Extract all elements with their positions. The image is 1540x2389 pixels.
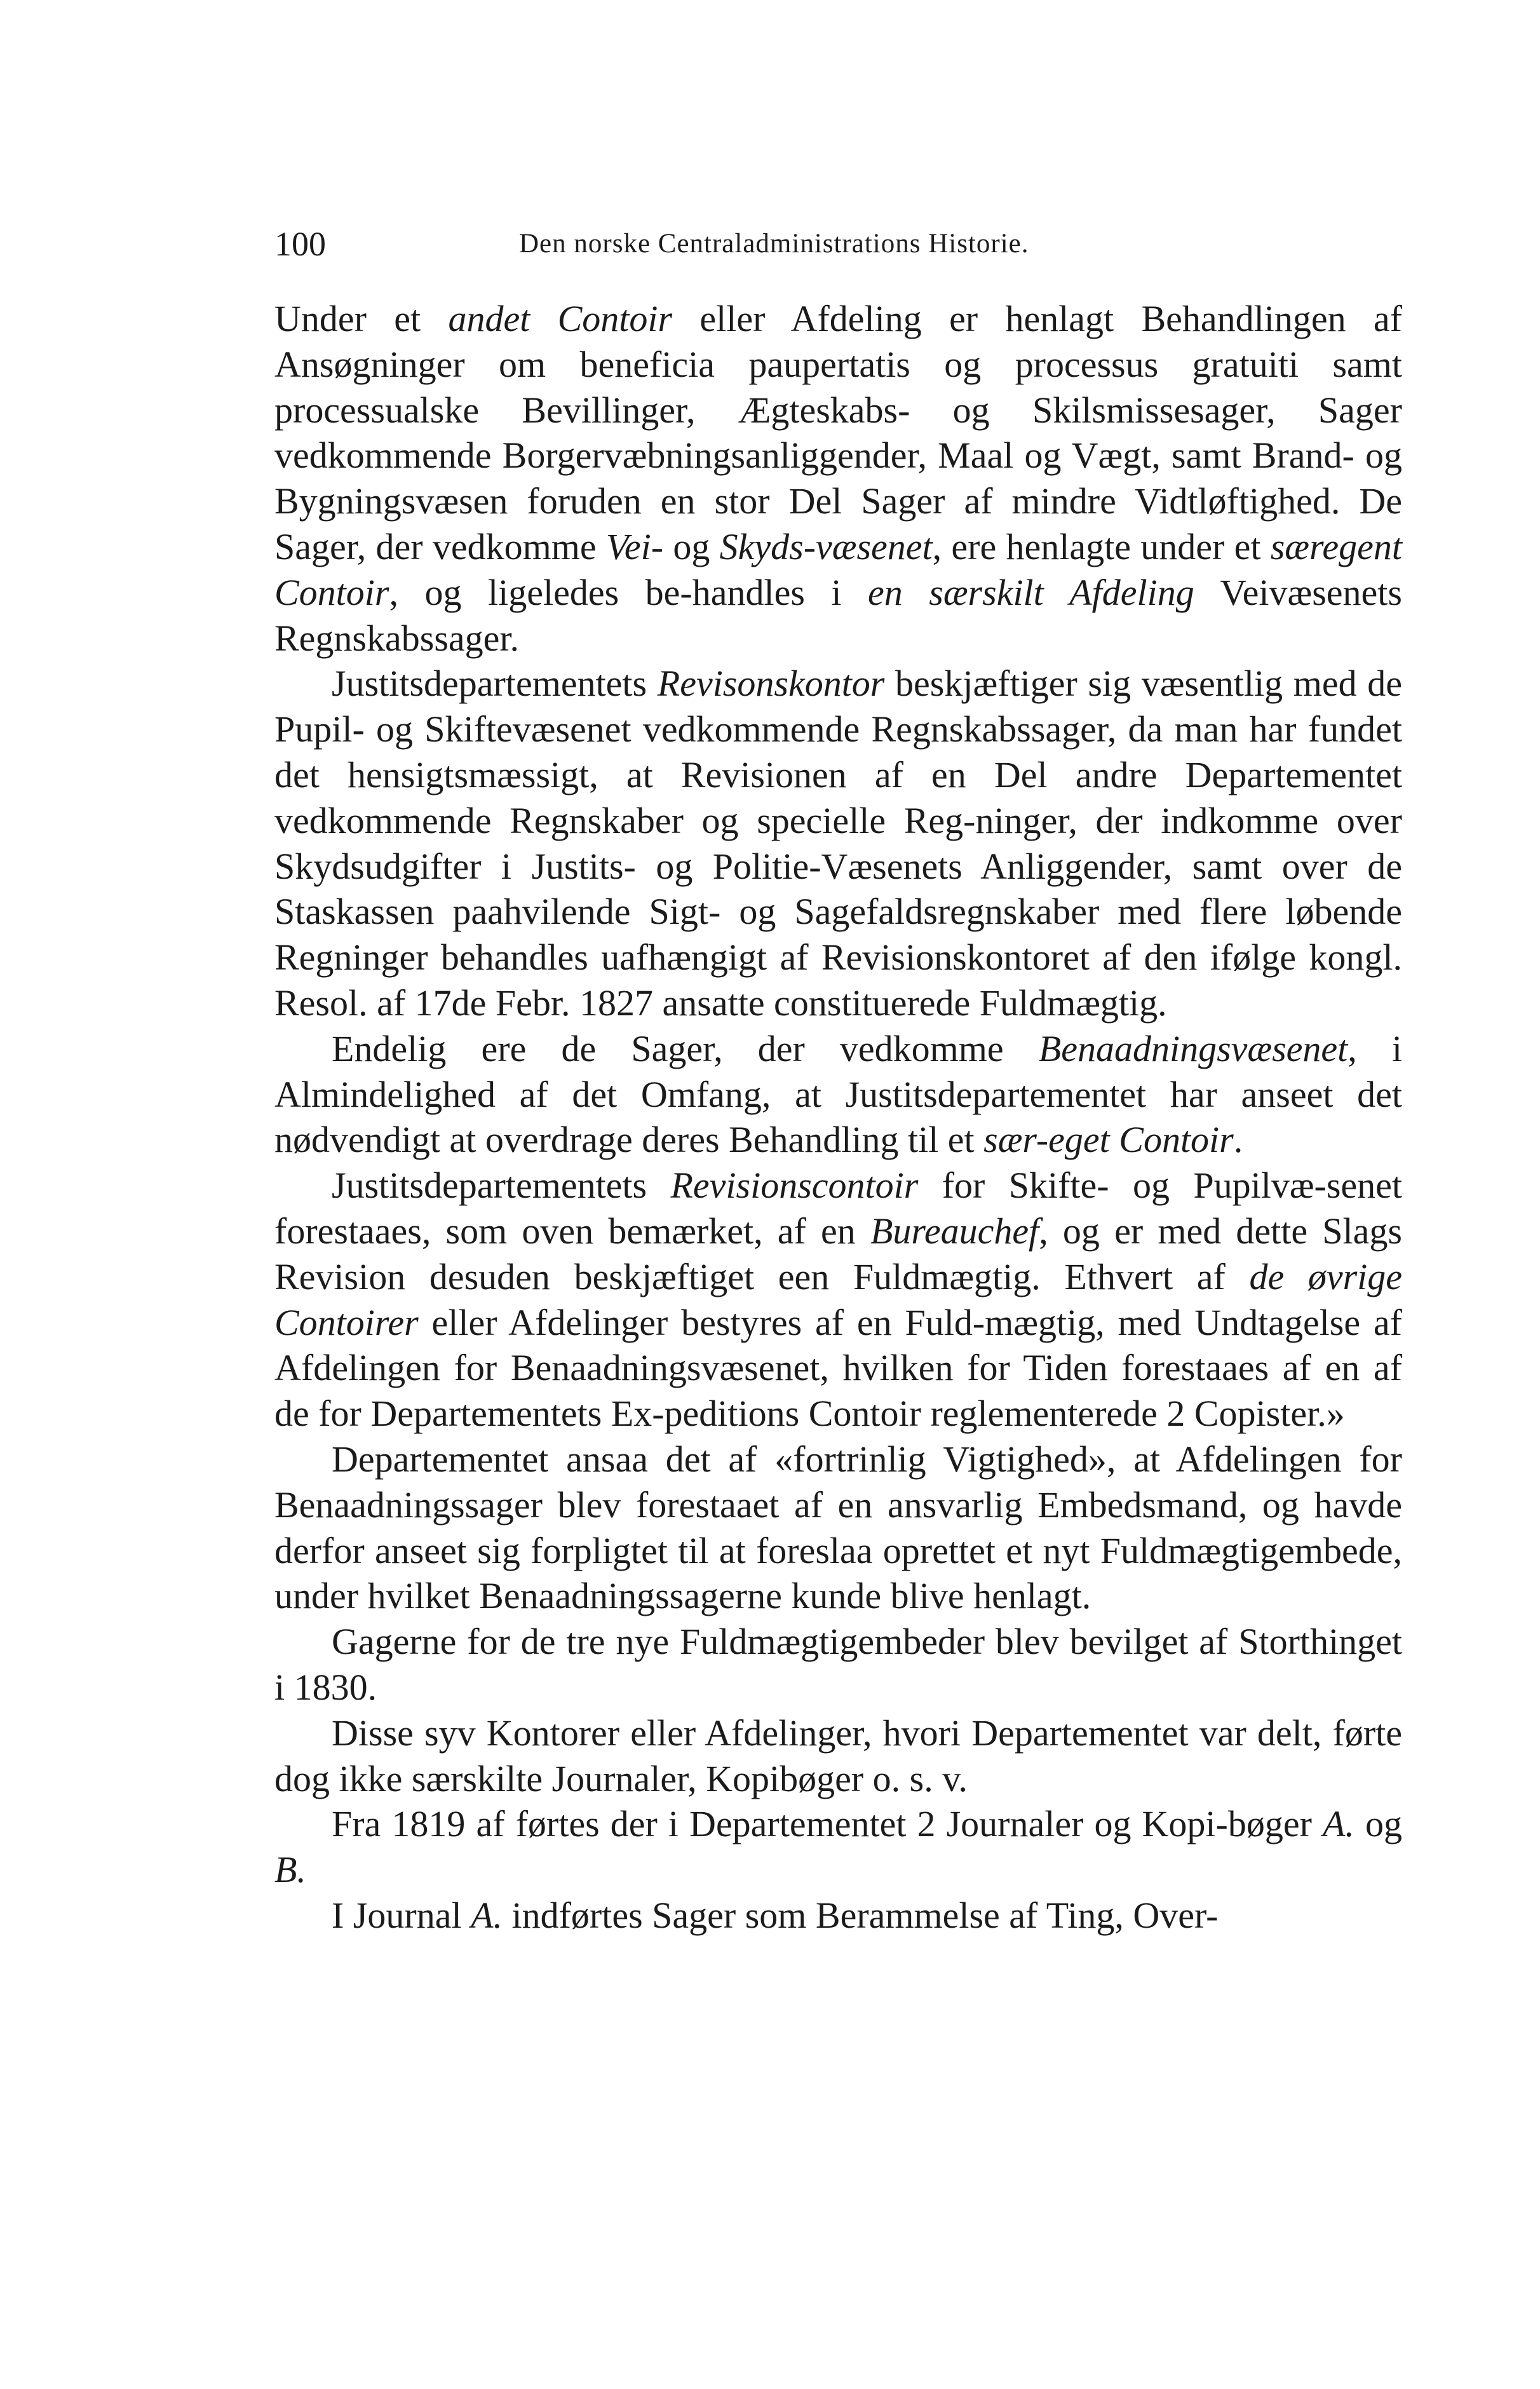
- paragraph: [274, 1893, 1402, 1939]
- italic-text-run: en særskilt Afdeling: [868, 571, 1194, 613]
- italic-text-run: A.: [1322, 1803, 1354, 1845]
- text-run: eller Afdelinger bestyres af en Fuld-mægtig, med Undtagelse af Afdelingen for Benaadningsvæsenet, hvilken for Tiden forestaaes af en af de for Departementets Ex-peditions Contoir reglementerede 2 Copister.»: [274, 1301, 1402, 1435]
- text-run: Disse syv Kontorer eller Afdelinger, hvori Departementet var delt, førte dog ikke særskilte Journaler, Kopibøger o. s. v.: [274, 1712, 1402, 1799]
- text-run: beskjæftiger sig væsentlig med de Pupil- og Skiftevæsenet vedkommende Regnskabssager, da man har fundet det hensigtsmæssigt, at Revisionen af en Del andre Departementet vedkommende Regnskaber og specielle Reg-ninger, der indkomme over Skydsudgifter i Justits- og Politie-Væsenets Anliggender, samt over de Staskassen paahvilende Sigt- og Sagefaldsregnskaber med flere løbende Regninger behandles uafhængigt af Revisionskontoret af den ifølge kongl. Resol. af 17de Febr. 1827 ansatte constituerede Fuldmægtig.: [274, 663, 1403, 1024]
- body-text: [274, 296, 1402, 1939]
- paragraph: [274, 1710, 1402, 1802]
- text-run: Endelig ere de Sager, der vedkomme: [332, 1027, 1039, 1069]
- italic-text-run: Skyds-væsenet: [719, 525, 933, 567]
- italic-text-run: Vei-: [605, 525, 673, 567]
- text-run: Veivæsenets Regnskabssager.: [274, 571, 1402, 659]
- paragraph: [274, 1801, 1402, 1893]
- paragraph: [274, 1437, 1402, 1619]
- text-run: indførtes Sager som Berammelse af Ting, Over-: [503, 1894, 1219, 1936]
- italic-text-run: særegent Contoir: [274, 525, 1403, 613]
- paragraph: [274, 1619, 1402, 1710]
- page-number: 100: [274, 225, 326, 263]
- italic-text-run: de øvrige Contoirer: [274, 1255, 1402, 1343]
- text-run: , i Almindelighed af det Omfang, at Justitsdepartementet har anseet det nødvendigt at overdrage deres Behandling til et: [274, 1027, 1403, 1161]
- italic-text-run: A.: [471, 1894, 503, 1936]
- text-run: .: [1233, 1119, 1243, 1161]
- italic-text-run: Revisionscontoir: [670, 1165, 919, 1207]
- paragraph: [274, 1026, 1402, 1163]
- italic-text-run: Benaadningsvæsenet: [1038, 1027, 1348, 1069]
- text-run: eller Afdeling er henlagt Behandlingen af Ansøgninger om beneficia paupertatis og processus gratuiti samt processualske Bevillinger, Ægteskabs- og Skilsmissesager, Sager vedkommende Borgervæbningsanliggender, Maal og Vægt, samt Brand- og Bygningsvæsen foruden en stor Del Sager af mindre Vidtløftighed. De Sager, der vedkomme: [274, 298, 1402, 567]
- text-run: I Journal: [332, 1894, 471, 1936]
- text-run: for Skifte- og Pupilvæ-senet forestaaes, som oven bemærket, af en: [274, 1165, 1402, 1252]
- text-run: Fra 1819 af førtes der i Departementet 2 Journaler og Kopi-bøger: [332, 1803, 1323, 1845]
- text-run: og: [673, 525, 720, 567]
- italic-text-run: andet Contoir: [448, 298, 673, 339]
- text-run: , ere henlagte under et: [932, 525, 1271, 567]
- text-run: Departementet ansaa det af «fortrinlig Vigtighed», at Afdelingen for Benaadningssager blev forestaaet af en ansvarlig Embedsmand, og havde derfor anseet sig forpligtet til at foreslaa oprettet et nyt Fuldmægtigembede, under hvilket Benaadningssagerne kunde blive henlagt.: [274, 1438, 1402, 1617]
- paragraph: [274, 296, 1402, 661]
- text-run: Under et: [274, 298, 449, 339]
- text-run: Gagerne for de tre nye Fuldmægtigembeder blev bevilget af Storthinget i 1830.: [274, 1621, 1402, 1708]
- text-run: Justitsdepartementets: [332, 663, 658, 705]
- paragraph: [274, 661, 1402, 1025]
- text-run: Justitsdepartementets: [332, 1165, 671, 1207]
- italic-text-run: Revisonskontor: [657, 663, 885, 705]
- page-header: [274, 221, 1158, 267]
- italic-text-run: sær-eget Contoir: [983, 1119, 1234, 1161]
- text-run: og: [1354, 1803, 1402, 1845]
- italic-text-run: B.: [274, 1849, 306, 1891]
- text-run: , og er med dette Slags Revision desuden beskjæftiget een Fuldmægtig. Ethvert af: [274, 1210, 1402, 1297]
- paragraph: [274, 1163, 1402, 1437]
- running-title: Den norske Centraladministrations Historie.: [519, 229, 1029, 259]
- italic-text-run: Bureauchef: [870, 1210, 1039, 1252]
- text-run: , og ligeledes be-handles i: [389, 571, 868, 613]
